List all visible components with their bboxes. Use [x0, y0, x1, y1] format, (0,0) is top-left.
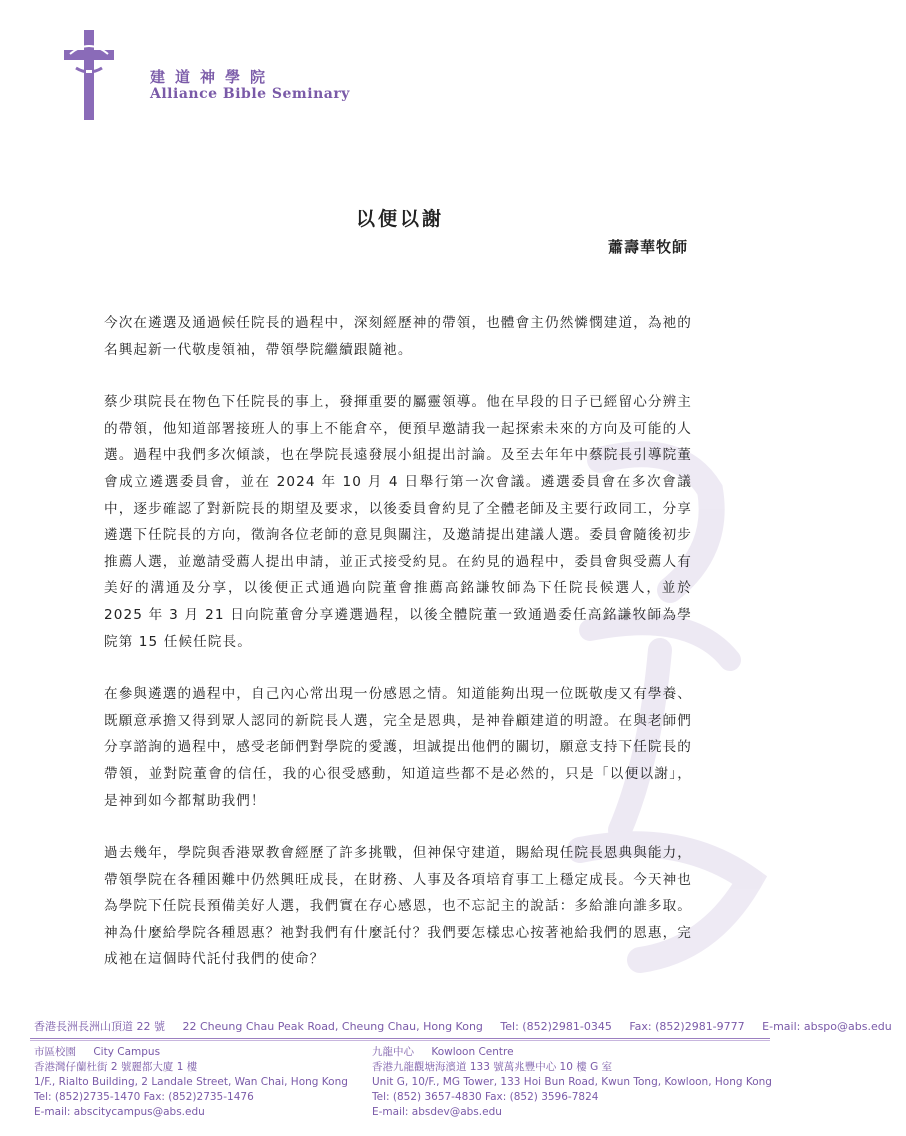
main-address-en: 22 Cheung Chau Peak Road, Cheung Chau, Hong Kong — [182, 1020, 483, 1033]
city-campus-address-en: 1/F., Rialto Building, 2 Landale Street, Wan Chai, Hong Kong — [34, 1076, 348, 1088]
paragraph: 蔡少琪院長在物色下任院長的事上，發揮重要的屬靈領導。他在早段的日子已經留心分辨主的帶領，他知道部署接班人的事上不能倉卒，便預早邀請我一起探索未來的方向及可能的人選。過程中我們多次傾談，也在學院長遠發展小組提出討論。及至去年年中蔡院長引導院董會成立遴選委員會，並在 2024 年 10 月 4 日舉行第一次會議。遴選委員會在多次會議中，逐步確認了對新院長的期望及要求，以後委員會約見了全體老師及主要行政同工，分享遴選下任院長的方向，徵詢各位老師的意見與關注，及邀請提出建議人選。委員會隨後初步推薦人選，並邀請受薦人提出申請，並正式接受約見。在約見的過程中，委員會與受薦人有美好的溝通及分享，以後便正式通過向院董會推薦高銘謙牧師為下任院長候選人，並於 2025 年 3 月 21 日向院董會分享遴選過程，以後全體院董一致通過委任高銘謙牧師為學院第 15 任候任院長。 — [104, 394, 692, 650]
main-fax: Fax: (852)2981-9777 — [629, 1020, 745, 1033]
city-campus-block — [34, 1045, 348, 1120]
city-campus-address-zh: 香港灣仔蘭杜街 2 號麗都大廈 1 樓 — [34, 1061, 198, 1073]
seminary-cross-logo-icon — [64, 30, 114, 120]
paragraph: 過去幾年，學院與香港眾教會經歷了許多挑戰，但神保守建道，賜給現任院長恩典與能力，帶領學院在各種困難中仍然興旺成長，在財務、人事及各項培育事工上穩定成長。今天神也為學院下任院長預備美好人選，我們實在存心感恩，也不忘記主的說話：多給誰向誰多取。神為什麼給學院各種恩惠？祂對我們有什麼託付？我們要怎樣忠心按著祂給我們的恩惠，完成祂在這個時代託付我們的使命？ — [104, 845, 692, 968]
kowloon-centre-phone: Tel: (852) 3657-4830 Fax: (852) 3596-7824 — [372, 1091, 599, 1103]
city-campus-email: E-mail: abscitycampus@abs.edu — [34, 1106, 205, 1118]
main-address-zh: 香港長洲長洲山頂道 22 號 — [34, 1020, 165, 1033]
seminary-name-zh: 建道神學院 — [150, 68, 276, 86]
kowloon-centre-label-en: Kowloon Centre — [431, 1046, 514, 1058]
main-tel: Tel: (852)2981-0345 — [500, 1020, 612, 1033]
document-title: 以便以謝 — [355, 208, 444, 230]
main-campus-address — [34, 1018, 906, 1034]
city-campus-label-zh: 市區校園 — [34, 1046, 76, 1058]
document-author: 蕭壽華牧師 — [607, 238, 688, 256]
kowloon-centre-address-en: Unit G, 10/F., MG Tower, 133 Hoi Bun Road, Kwun Tong, Kowloon, Hong Kong — [372, 1076, 772, 1088]
document-body — [104, 310, 692, 999]
city-campus-label-en: City Campus — [93, 1046, 161, 1058]
kowloon-centre-heading — [372, 1045, 772, 1060]
footer-divider-secondary — [30, 1040, 770, 1041]
city-campus-phone: Tel: (852)2735-1470 Fax: (852)2735-1476 — [34, 1091, 254, 1103]
city-campus-heading — [34, 1045, 348, 1060]
kowloon-centre-block — [372, 1045, 772, 1120]
seminary-name-en: Alliance Bible Seminary — [150, 86, 350, 102]
kowloon-centre-label-zh: 九龍中心 — [372, 1046, 414, 1058]
main-email: E-mail: abspo@abs.edu — [762, 1020, 892, 1033]
kowloon-centre-email: E-mail: absdev@abs.edu — [372, 1106, 502, 1118]
footer-divider — [30, 1038, 770, 1039]
paragraph: 在參與遴選的過程中，自己內心常出現一份感恩之情。知道能夠出現一位既敬虔又有學養、既願意承擔又得到眾人認同的新院長人選，完全是恩典，是神眷顧建道的明證。在與老師們分享諮詢的過程中，感受老師們對學院的愛護，坦誠提出他們的關切，願意支持下任院長的帶領，並對院董會的信任，我的心很受感動，知道這些都不是必然的，只是「以便以謝」，是神到如今都幫助我們！ — [104, 686, 692, 809]
paragraph: 今次在遴選及通過候任院長的過程中，深刻經歷神的帶領，也體會主仍然憐憫建道，為祂的名興起新一代敬虔領袖，帶領學院繼續跟隨祂。 — [104, 315, 692, 358]
kowloon-centre-address-zh: 香港九龍觀塘海濱道 133 號萬兆豐中心 10 樓 G 室 — [372, 1061, 613, 1073]
